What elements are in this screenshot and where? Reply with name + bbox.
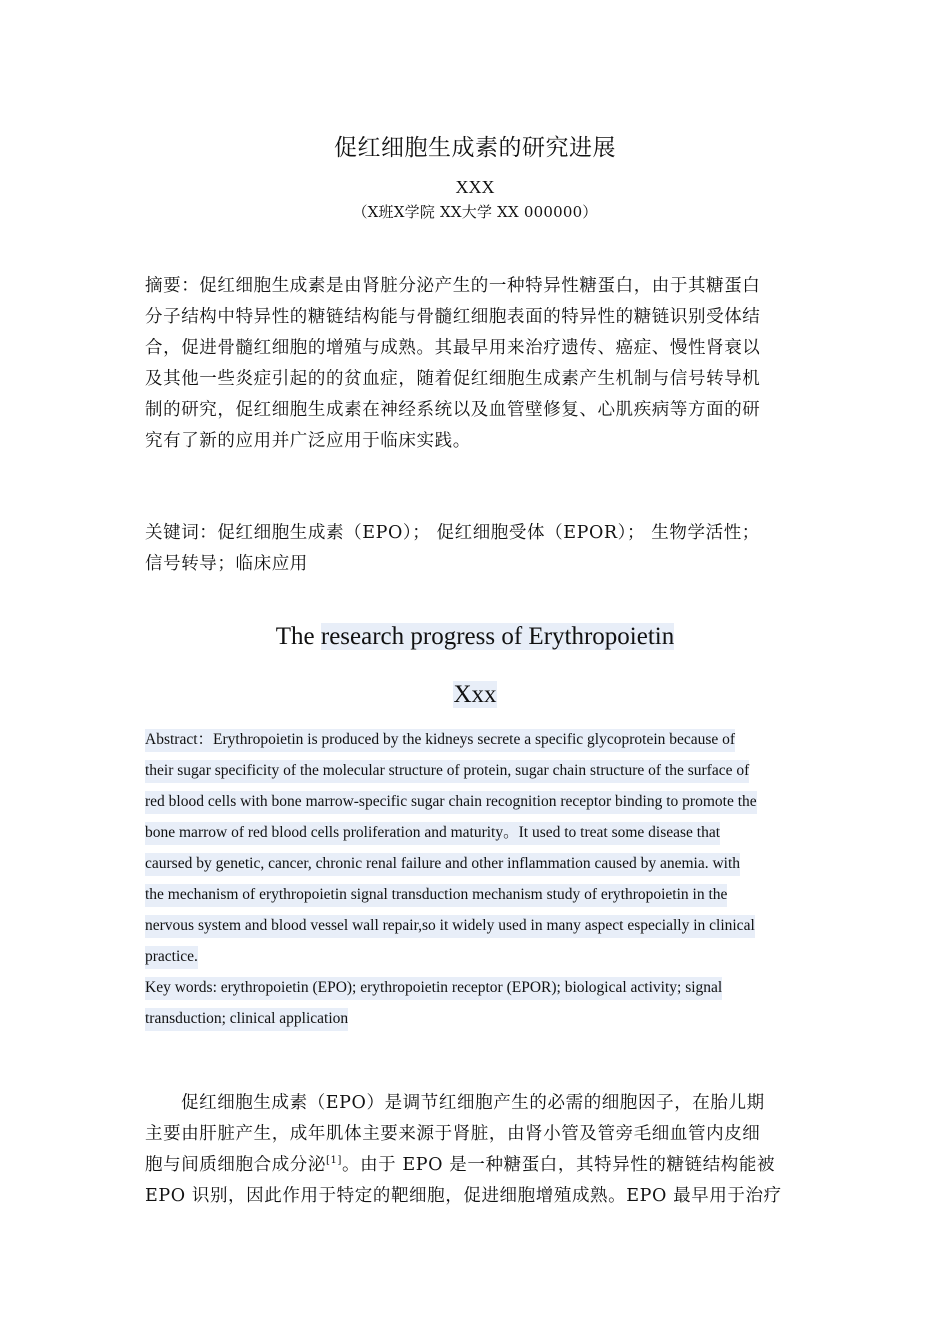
chinese-abstract-line: 及其他一些炎症引起的的贫血症，随着促红细胞生成素产生机制与信号转导机 bbox=[145, 369, 761, 389]
body-line bbox=[145, 1150, 810, 1181]
chinese-abstract bbox=[145, 271, 810, 457]
chinese-abstract-line: 究有了新的应用并广泛应用于临床实践。 bbox=[145, 431, 471, 451]
chinese-keywords bbox=[145, 518, 810, 580]
english-abstract-text: caursed by genetic, cancer, chronic renal failure and other inflammation caused by anemia. with bbox=[145, 853, 740, 876]
chinese-abstract-line: 摘要：促红细胞生成素是由肾脏分泌产生的一种特异性糖蛋白，由于其糖蛋白 bbox=[145, 276, 761, 296]
body-line bbox=[145, 1088, 810, 1119]
body-line-text: 促红细胞生成素（EPO）是调节红细胞产生的必需的细胞因子，在胎儿期 bbox=[181, 1093, 765, 1113]
body-line: 主要由肝脏产生，成年肌体主要来源于肾脏，由肾小管及管旁毛细血管内皮细 bbox=[145, 1124, 761, 1144]
english-abstract-line bbox=[145, 820, 815, 851]
chinese-author: XXX bbox=[455, 177, 495, 197]
english-abstract-line bbox=[145, 913, 815, 944]
english-abstract-line bbox=[145, 882, 815, 913]
english-abstract-line bbox=[145, 727, 815, 758]
citation-reference[interactable]: [1] bbox=[326, 1155, 342, 1167]
english-keywords-text: Key words: erythropoietin (EPO); erythropoietin receptor (EPOR); biological activity; signal bbox=[145, 977, 722, 1000]
chinese-keywords-line: 信号转导；临床应用 bbox=[145, 554, 308, 574]
english-abstract-text: bone marrow of red blood cells proliferation and maturity。It used to treat some disease that bbox=[145, 822, 720, 845]
english-keywords-text: transduction; clinical application bbox=[145, 1008, 348, 1031]
english-abstract-text: their sugar specificity of the molecular structure of protein, sugar chain structure of the surface of bbox=[145, 760, 749, 783]
english-abstract-text: red blood cells with bone marrow-specific sugar chain recognition receptor binding to promote the bbox=[145, 791, 757, 814]
chinese-abstract-line: 分子结构中特异性的糖链结构能与骨髓红细胞表面的特异性的糖链识别受体结 bbox=[145, 307, 761, 327]
body-paragraph bbox=[145, 1088, 810, 1212]
english-abstract-line bbox=[145, 758, 815, 789]
body-line-text: 胞与间质细胞合成分泌 bbox=[145, 1155, 326, 1175]
chinese-title: 促红细胞生成素的研究进展 bbox=[334, 135, 616, 161]
english-abstract-line bbox=[145, 851, 815, 882]
english-author bbox=[0, 678, 950, 712]
english-abstract-text: practice. bbox=[145, 946, 198, 969]
english-author-name: Xxx bbox=[453, 681, 497, 708]
chinese-abstract-line: 合，促进骨髓红细胞的增殖与成熟。其最早用来治疗遗传、癌症、慢性肾衰以 bbox=[145, 338, 761, 358]
english-keywords bbox=[145, 975, 815, 1037]
english-title bbox=[0, 620, 950, 654]
english-title-prefix: The bbox=[275, 623, 321, 650]
english-abstract-text: Abstract：Erythropoietin is produced by the kidneys secrete a specific glycoprotein because of bbox=[145, 729, 735, 752]
english-abstract-line bbox=[145, 944, 815, 975]
chinese-keywords-line: 关键词：促红细胞生成素（EPO）； 促红细胞受体（EPOR）； 生物学活性； bbox=[145, 523, 760, 543]
chinese-abstract-line: 制的研究，促红细胞生成素在神经系统以及血管壁修复、心肌疾病等方面的研 bbox=[145, 400, 761, 420]
english-abstract-text: nervous system and blood vessel wall repair,so it widely used in many aspect especially in clinical bbox=[145, 915, 755, 938]
english-keywords-line bbox=[145, 1006, 815, 1037]
chinese-affiliation: （X班X学院 XX大学 XX 000000） bbox=[352, 203, 598, 221]
body-line-text: 。由于 EPO 是一种糖蛋白，其特异性的糖链结构能被 bbox=[341, 1155, 776, 1175]
english-keywords-line bbox=[145, 975, 815, 1006]
english-title-highlight: research progress of Erythropoietin bbox=[320, 623, 675, 650]
body-line: EPO 识别，因此作用于特定的靶细胞，促进细胞增殖成熟。EPO 最早用于治疗 bbox=[145, 1186, 782, 1206]
english-abstract bbox=[145, 727, 815, 975]
english-abstract-text: the mechanism of erythropoietin signal transduction mechanism study of erythropoietin in the bbox=[145, 884, 727, 907]
english-abstract-line bbox=[145, 789, 815, 820]
